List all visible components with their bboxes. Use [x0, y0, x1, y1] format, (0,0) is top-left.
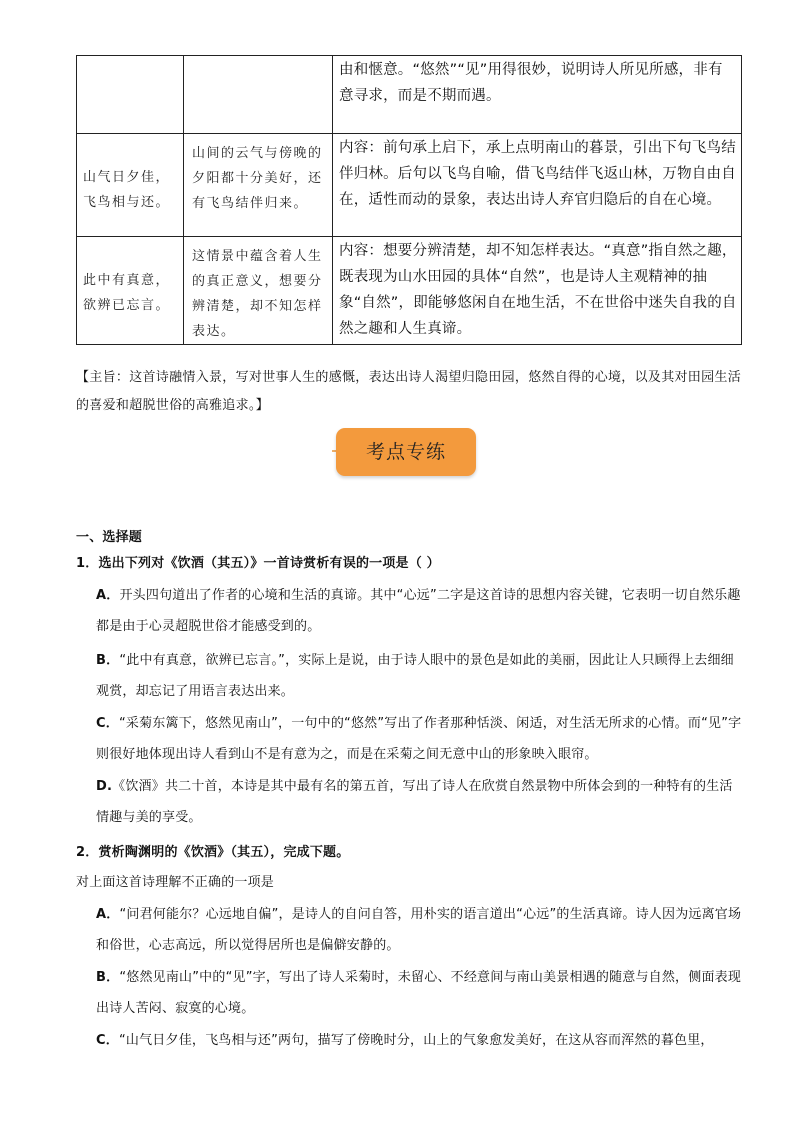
question-1-option-b[interactable] — [96, 645, 744, 707]
table-row — [77, 134, 742, 237]
question-1-option-d[interactable] — [96, 771, 744, 833]
analysis-cell — [333, 134, 742, 237]
section-banner: 考点专练 — [336, 428, 476, 476]
option-label: C． — [96, 1033, 119, 1048]
option-label: A． — [96, 907, 120, 922]
question-2-prompt: 对上面这首诗理解不正确的一项是 — [76, 875, 275, 890]
question-2-option-a[interactable] — [96, 899, 744, 961]
question-2-stem: 2．赏析陶渊明的《饮酒》（其五），完成下题。 — [76, 845, 350, 860]
question-1-option-a[interactable] — [96, 580, 744, 642]
section-title: 一、选择题 — [76, 530, 143, 545]
translation-text: 山间的云气与傍晚的夕阳都十分美好，还有飞鸟结伴归来。 — [192, 146, 323, 211]
option-label: B． — [96, 970, 120, 985]
option-label: B． — [96, 653, 120, 668]
translation-cell — [184, 237, 333, 345]
option-text: “采菊东篱下，悠然见南山”，一句中的“悠然”写出了作者那种恬淡、闲适，对生活无所求的心情。而“见”字则很好地体现出诗人看到山不是有意为之，而是在采菊之间无意中山的形象映入眼帘。 — [96, 716, 742, 762]
couplet-cell — [77, 237, 184, 345]
question-1-stem: 1．选出下列对《饮酒（其五）》一首诗赏析有误的一项是（ ） — [76, 556, 440, 571]
option-text: “此中有真意，欲辨已忘言。”，实际上是说，由于诗人眼中的景色是如此的美丽，因此让人只顾得上去细细观赏，却忘记了用语言表达出来。 — [96, 653, 734, 699]
option-label: C． — [96, 716, 119, 731]
option-text: 《饮酒》共二十首，本诗是其中最有名的第五首，写出了诗人在欣赏自然景物中所体会到的一种特有的生活情趣与美的享受。 — [96, 779, 733, 825]
option-label: A． — [96, 588, 120, 603]
couplet-text — [77, 56, 183, 87]
option-text: “问君何能尔？心远地自偏”，是诗人的自问自答，用朴实的语言道出“心远”的生活真谛。诗人因为远离官场和俗世，心志高远，所以觉得居所也是偏僻安静的。 — [96, 907, 742, 953]
translation-cell — [184, 56, 333, 134]
analysis-text: 内容：前句承上启下，承上点明南山的暮景，引出下句飞鸟结伴归林。后句以飞鸟自喻，借飞鸟结伴飞返山林，万物自由自在，适性而动的景象，表达出诗人弃官归隐后的自在心境。 — [339, 140, 736, 208]
couplet-cell — [77, 134, 184, 237]
translation-text — [184, 56, 332, 63]
analysis-cell — [333, 56, 742, 134]
poem-analysis-table — [76, 55, 742, 345]
analysis-text: 内容：想要分辨清楚，却不知怎样表达。“真意”指自然之趣，既表现为山水田园的具体“自然”，也是诗人主观精神的抽象“自然”，即能够悠闲自在地生活，不在世俗中迷失自我的自然之趣和人生真谛。 — [339, 243, 737, 337]
translation-text: 这情景中蕴含着人生的真正意义，想要分辨清楚，却不知怎样表达。 — [192, 249, 323, 339]
analysis-text: 由和惬意。“悠然”“见”用得很妙，说明诗人所见所感，非有意寻求，而是不期而遇。 — [339, 62, 723, 104]
table-row — [77, 237, 742, 345]
option-text: “悠然见南山”中的“见”字，写出了诗人采菊时，未留心、不经意间与南山美景相遇的随意与自然，侧面表现出诗人苦闷、寂寞的心境。 — [96, 970, 742, 1016]
theme-summary: 【主旨：这首诗融情入景，写对世事人生的感慨，表达出诗人渴望归隐田园，悠然自得的心境，以及其对田园生活的喜爱和超脱世俗的高雅追求。】 — [76, 370, 742, 413]
couplet-text: 此中有真意，欲辨已忘言。 — [83, 273, 171, 313]
question-2-option-c[interactable] — [96, 1025, 744, 1056]
couplet-text: 山气日夕佳，飞鸟相与还。 — [83, 170, 171, 210]
question-1-option-c[interactable] — [96, 708, 744, 770]
couplet-cell — [77, 56, 184, 134]
analysis-cell — [333, 237, 742, 345]
option-text: “山气日夕佳，飞鸟相与还”两句，描写了傍晚时分，山上的气象愈发美好，在这从容而浑然的暮色里， — [118, 1033, 714, 1048]
option-text: 开头四句道出了作者的心境和生活的真谛。其中“心远”二字是这首诗的思想内容关键，它表明一切自然乐趣都是由于心灵超脱世俗才能感受到的。 — [96, 588, 741, 634]
translation-cell — [184, 134, 333, 237]
option-label: D. — [96, 779, 113, 794]
table-row — [77, 56, 742, 134]
question-2-option-b[interactable] — [96, 962, 744, 1024]
